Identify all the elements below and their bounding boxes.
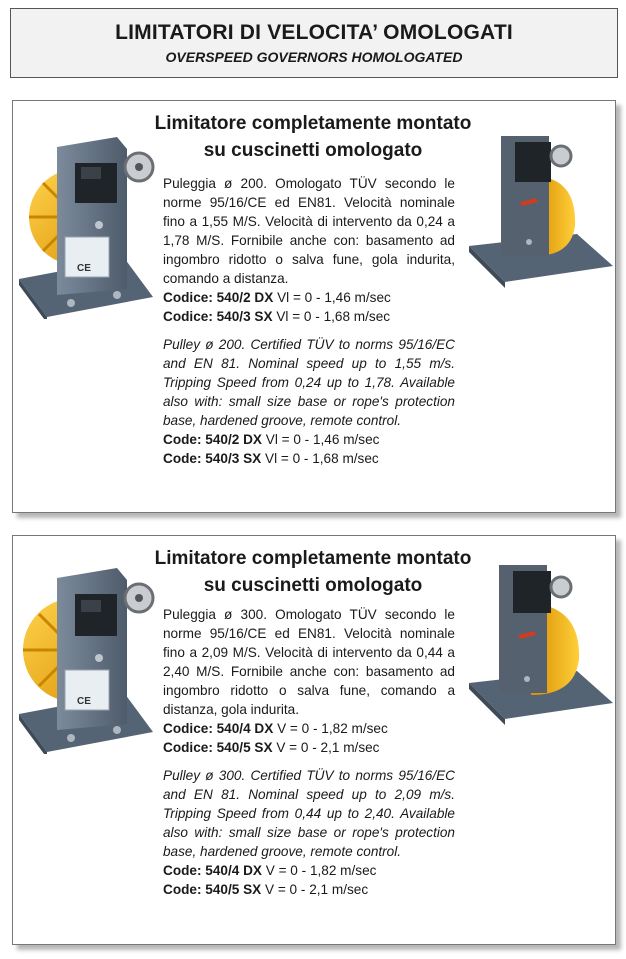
code-label: Code: 540/4 DX — [163, 863, 262, 878]
code-value: V = 0 - 2,1 m/sec — [276, 740, 380, 755]
page-header — [10, 8, 618, 78]
governor-photo-front — [17, 554, 157, 754]
code-line — [163, 288, 455, 307]
product-title — [131, 545, 495, 599]
code-line — [163, 719, 455, 738]
description-english: Pulley ø 200. Certified TÜV to norms 95/16/EC and EN 81. Nominal speed up to 1,55 m/s. Tripping Speed from 0,24 up to 1,78. Available also with: small size base or rope's protection base, hardened groove, remote control. — [163, 337, 455, 428]
description-italian: Puleggia ø 300. Omologato TÜV secondo le norme 95/16/CE ed EN81. Velocità nominale fino a 2,09 M/S. Velocità di intervento da 0,44 a 2,40 M/S. Fornibile anche con: basamento ad ingombro ridotto o salva fune, comando a distanza, gola indurita. — [163, 607, 455, 717]
code-value: Vl = 0 - 1,46 m/sec — [277, 290, 391, 305]
code-value: Vl = 0 - 1,68 m/sec — [265, 451, 379, 466]
page-title: LIMITATORI DI VELOCITA’ OMOLOGATI — [115, 21, 513, 44]
code-line — [163, 861, 455, 880]
code-label: Code: 540/3 SX — [163, 451, 262, 466]
code-value: Vl = 0 - 1,46 m/sec — [265, 432, 380, 447]
description-italian: Puleggia ø 200. Omologato TÜV secondo le norme 95/16/CE ed EN81. Velocità nominale fino a 1,55 M/S. Velocità di intervento da 0,24 a 1,78 M/S. Fornibile anche con: basamento ad ingombro ridotto o salva fune, gola indurita, comando a distanza. — [163, 176, 455, 286]
code-label: Codice: 540/3 SX — [163, 309, 273, 324]
product-card-2 — [12, 535, 616, 945]
code-label: Code: 540/5 SX — [163, 882, 262, 897]
product-title-line1: Limitatore completamente montato — [154, 548, 472, 569]
governor-photo-front — [17, 119, 157, 319]
code-label: Code: 540/2 DX — [163, 432, 262, 447]
code-line — [163, 307, 455, 326]
governor-photo-side — [465, 551, 613, 726]
product-title-line2: su cuscinetti omologato — [203, 575, 423, 596]
governor-photo-side — [465, 116, 613, 291]
code-label: Codice: 540/2 DX — [163, 290, 274, 305]
code-value: Vl = 0 - 1,68 m/sec — [276, 309, 391, 324]
product-description — [163, 174, 455, 468]
code-line — [163, 738, 455, 757]
code-line — [163, 430, 455, 449]
product-description — [163, 605, 455, 899]
code-value: V = 0 - 1,82 m/sec — [277, 721, 388, 736]
product-card-1 — [12, 100, 616, 513]
ce-mark-plate: CE — [77, 696, 91, 707]
product-title-line1: Limitatore completamente montato — [154, 113, 472, 134]
product-title — [131, 110, 495, 164]
code-label: Codice: 540/4 DX — [163, 721, 274, 736]
page-subtitle: OVERSPEED GOVERNORS HOMOLOGATED — [165, 49, 463, 65]
code-line — [163, 880, 455, 899]
code-line — [163, 449, 455, 468]
product-title-line2: su cuscinetti omologato — [203, 140, 423, 161]
code-label: Codice: 540/5 SX — [163, 740, 273, 755]
ce-mark-plate: CE — [77, 263, 91, 274]
code-value: V = 0 - 1,82 m/sec — [265, 863, 377, 878]
description-english: Pulley ø 300. Certified TÜV to norms 95/16/EC and EN 81. Nominal speed up to 2,09 m/s. Tripping Speed from 0,44 up to 2,40. Available also with: small size base or rope's protection base, hardened groove, remote control. — [163, 768, 455, 859]
code-value: V = 0 - 2,1 m/sec — [265, 882, 369, 897]
